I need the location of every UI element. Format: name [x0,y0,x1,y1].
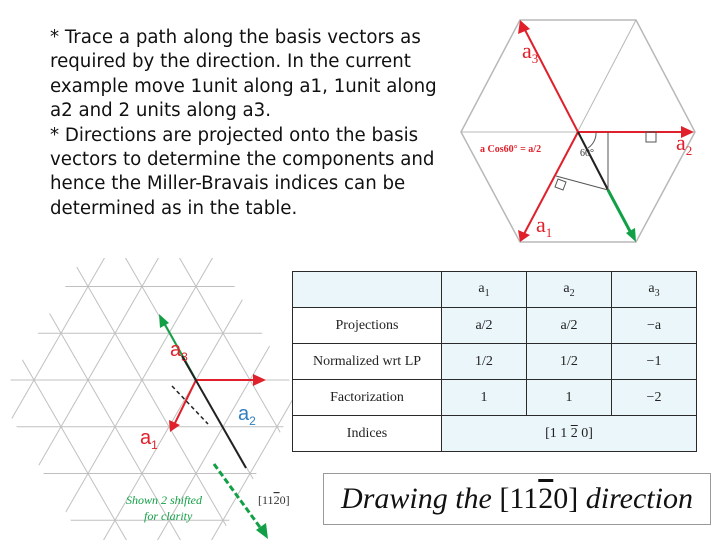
a2-sub: 2 [685,143,693,158]
table-cell: 1/2 [527,344,612,380]
lattice-a3-sub: 3 [181,350,188,364]
table-cell: a/2 [527,308,612,344]
table-row [293,344,697,380]
direction-green [608,190,632,235]
lattice-a2-label: a [238,403,250,425]
lattice-direction-dark [182,356,246,468]
lattice-a2-sub: 2 [249,414,256,428]
svg-text:a1 [140,427,158,452]
direction-dark [578,132,608,190]
lattice-a1-vector [175,380,196,423]
svg-text:a2 [676,130,692,158]
bullet-projections: * Directions are projected onto the basis vectors to determine the components and hence the Miller-Bravais indices can be determined as in the table. [50,124,435,219]
lattice-a3-label: a [170,339,182,361]
table-cell: 1 [527,380,612,416]
bullet-trace-path: * Trace a path along the basis vectors as required by the direction. In the current example move 1unit along a1, 1unit along a2 and 2 units along a3. [50,27,437,122]
table-row [293,380,697,416]
grid-line [0,258,41,540]
instruction-text [50,26,460,221]
table-cell: 1 [442,380,527,416]
header-a1: $a_1$ [442,272,527,308]
angle-label: 60° [580,148,594,159]
lattice-a1-sub: 1 [151,438,158,452]
row-label-factorization: Factorization [293,380,442,416]
dir-label-post: 0] [279,493,290,507]
lattice-figure [0,258,300,540]
shifted-note-line1: Shown 2 shifted [126,493,203,507]
a3-vector [524,28,578,132]
indices-value: [1 1 2 0] [442,416,697,452]
table-cell: 1/2 [442,344,527,380]
svg-text:a2 [238,403,256,428]
header-a3: $a_3$ [612,272,697,308]
cos-label: a Cos60° = a/2 [480,144,542,155]
a3-label: a [522,38,532,63]
dir-label-bar: 2 [273,493,280,507]
a2-label: a [676,130,686,155]
grid-line [0,258,95,540]
row-label-indices: Indices [293,416,442,452]
table-row [293,416,697,452]
row-label-normalized: Normalized wrt LP [293,344,442,380]
table-cell: −a [612,308,697,344]
table-row [293,308,697,344]
table-cell: −2 [612,380,697,416]
a1-sub: 1 [545,225,553,240]
shifted-note-line2: for clarity [144,509,193,523]
header-a2: $a_2$ [527,272,612,308]
svg-text:a3 [522,38,538,66]
drawing-caption: Drawing the [1120] direction [323,473,711,525]
svg-text:a3 [170,339,188,364]
svg-text:a1 [536,212,552,240]
hexagon-figure [458,14,708,246]
row-label-projections: Projections [293,308,442,344]
table-corner-cell [293,272,442,308]
svg-text:[1120] [258,493,290,507]
table-header-row [293,272,697,308]
grid-line [0,258,41,540]
table-cell: −1 [612,344,697,380]
grid-line [0,258,95,540]
table-cell: a/2 [442,308,527,344]
a1-label: a [536,212,546,237]
a3-sub: 3 [531,51,539,66]
dir-label-pre: [11 [258,493,274,507]
miller-bravais-table [292,271,697,452]
lattice-a1-label: a [140,427,152,449]
